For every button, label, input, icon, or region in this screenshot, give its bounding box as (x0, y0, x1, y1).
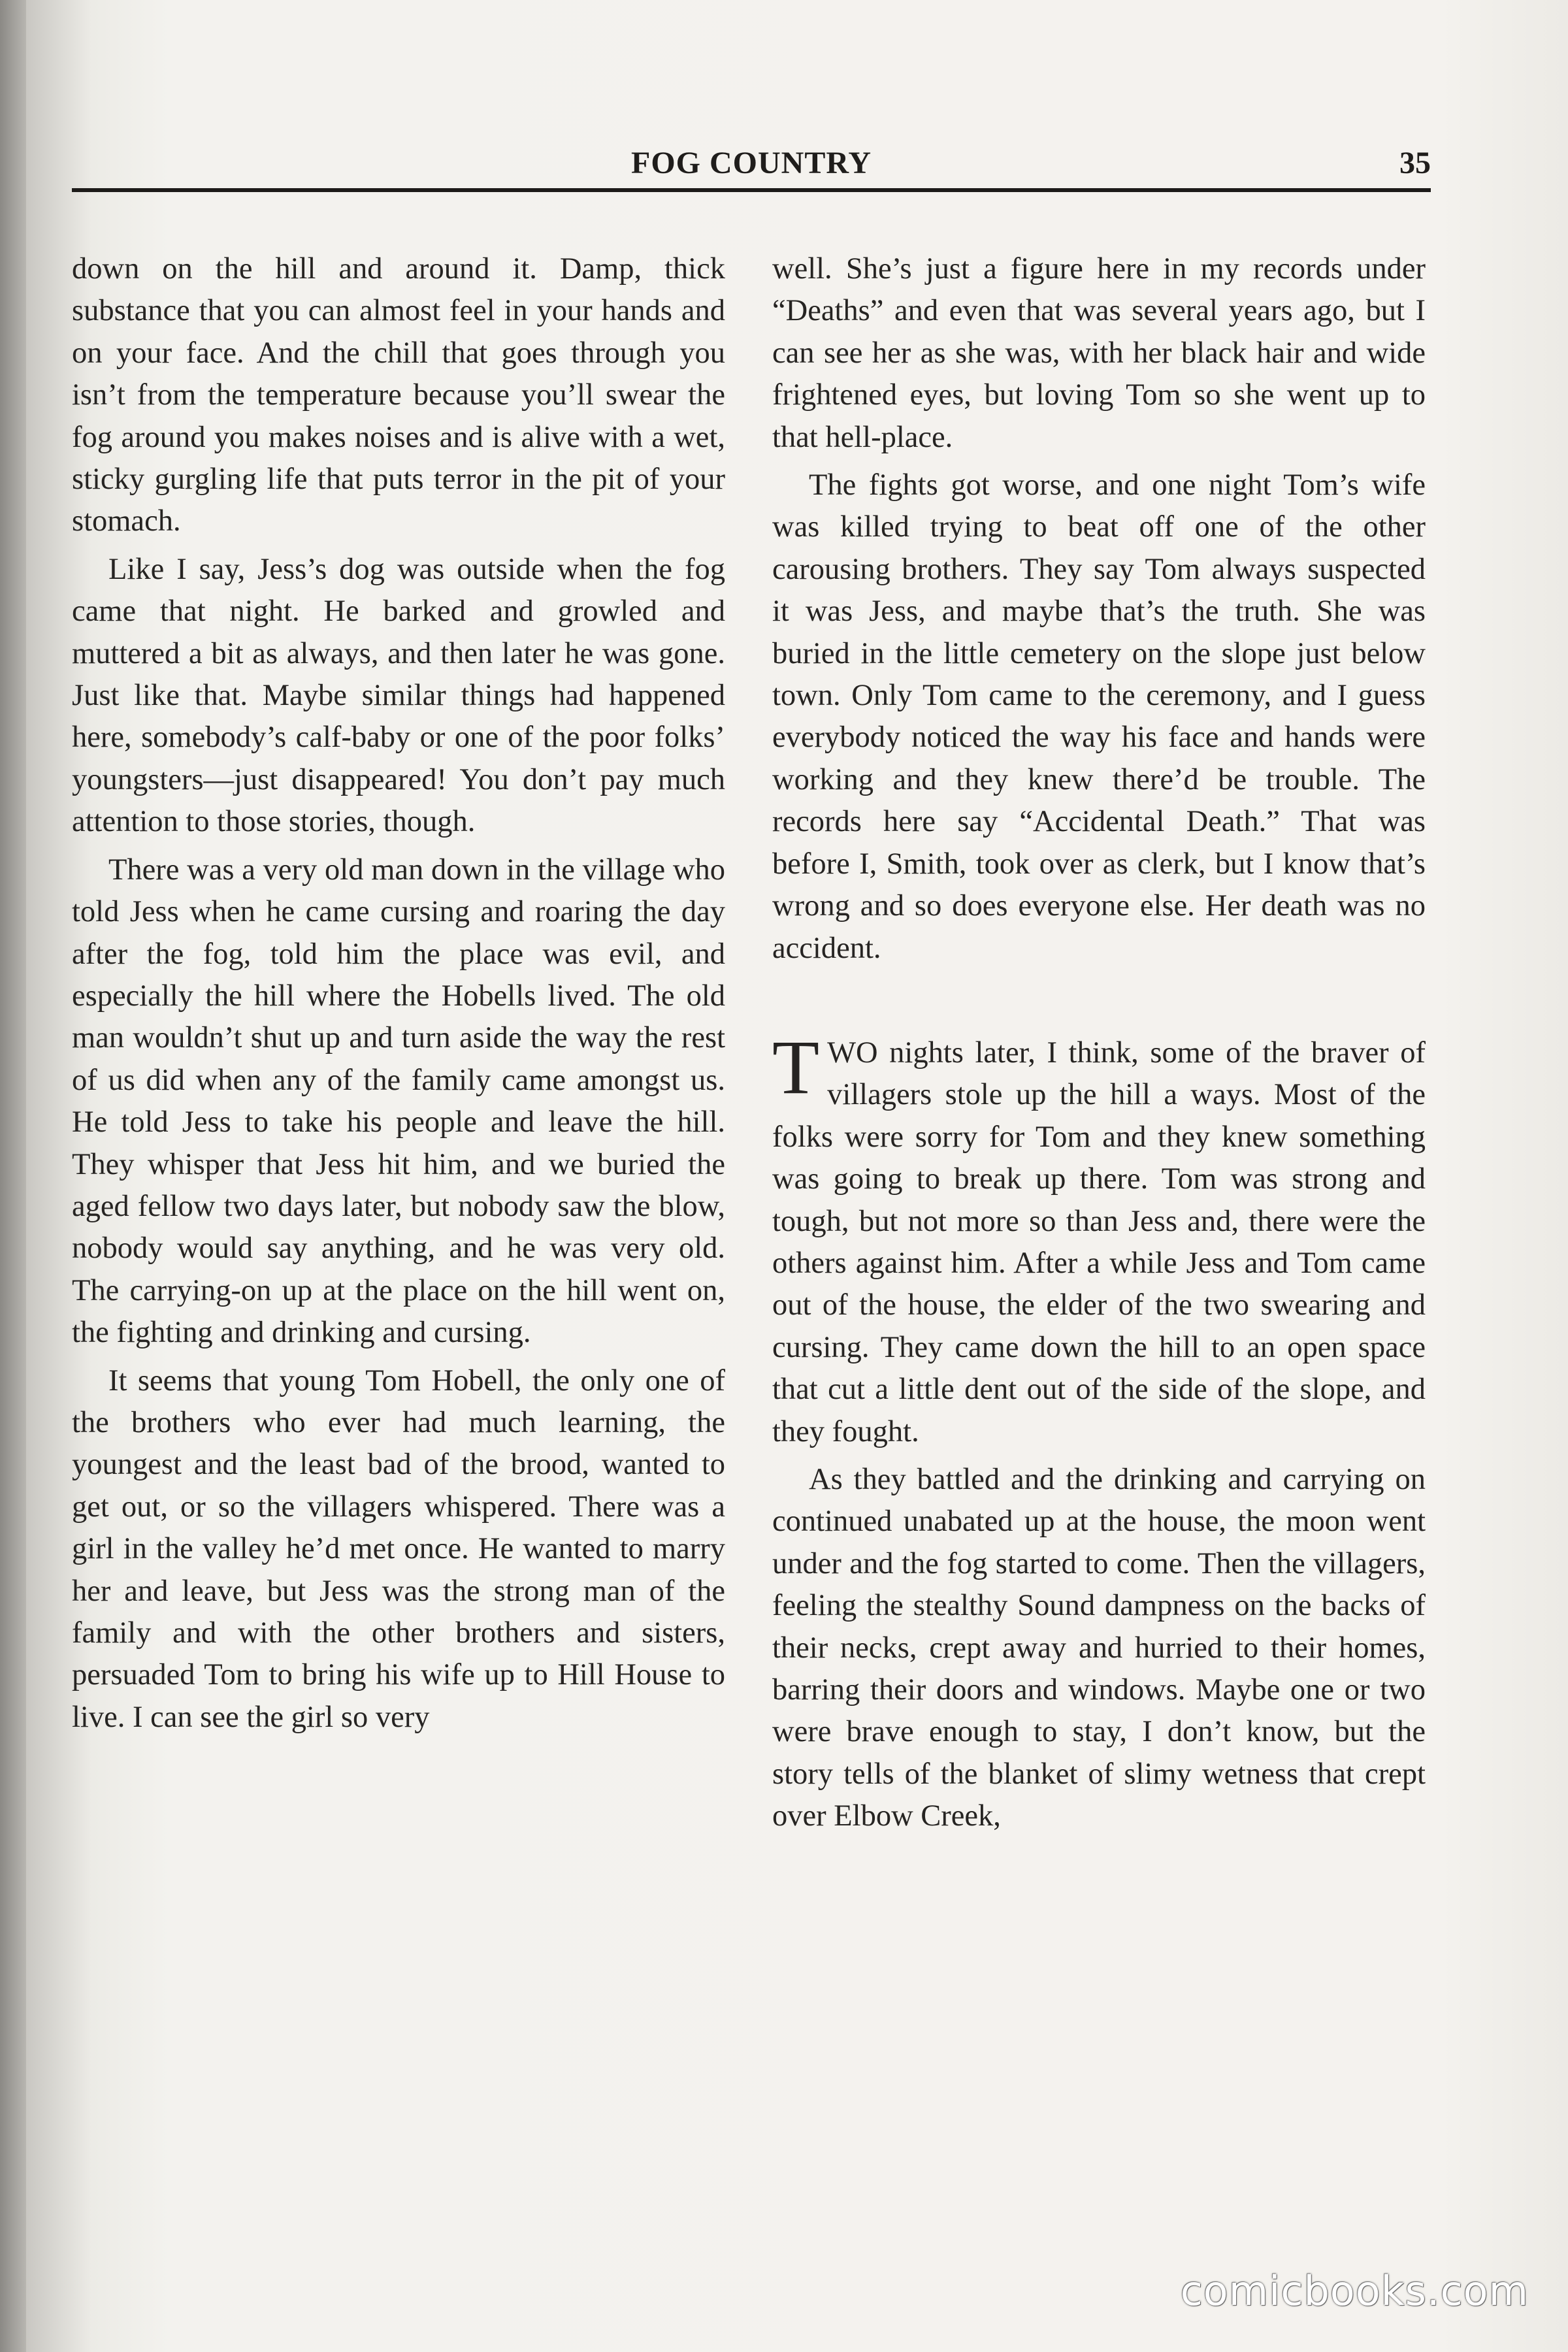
left-column (72, 248, 725, 1739)
header-rule (72, 188, 1431, 192)
running-head: FOG COUNTRY (631, 146, 872, 180)
drop-cap: T (772, 1024, 820, 1110)
paragraph: well. She’s just a figure here in my records under “Deaths” and even that was several years ago, but I can see her as she was, with her black hair and wide frightened eyes, but loving Tom so she went up to that hell-place. (772, 252, 1426, 454)
watermark: comicbooks.com (1180, 2267, 1529, 2315)
page-header (72, 145, 1431, 191)
paragraph: There was a very old man down in the village who told Jess when he came cursing and roaring the day after the fog, told him the place was evil, and especially the hill where the Hobells lived. The old man wouldn’t shut up and turn aside the way the rest of us did when any of the family came amongst us. He told Jess to take his people and leave the hill. They whisper that Jess hit him, and we buried the aged fellow two days later, but nobody saw the blow, nobody would say anything, and he was very old. The carrying-on up at the place on the hill went on, the fighting and drinking and cursing. (72, 853, 725, 1350)
paragraph-text: WO nights later, I think, some of the braver of villagers stole up the hill a ways. Most of the folks were sorry for Tom and they knew something was going to break up there. Tom was strong and tough, but not more so than Jess and, there were the others against him. After a while Jess and Tom came out of the house, the elder of the two swearing and cursing. They came down the hill to an open space that cut a little dent out of the side of the slope, and they fought. (772, 1036, 1426, 1448)
book-spine-shadow (0, 0, 26, 2352)
page-number: 35 (1399, 146, 1431, 180)
right-column (772, 248, 1426, 1838)
paragraph: As they battled and the drinking and carrying on continued unabated up at the house, the moon went under and the fog started to come. Then the villagers, feeling the stealthy Sound dampness on the backs of their necks, crept away and hurried to their homes, barring their doors and windows. Maybe one or two were brave enough to stay, I don’t know, but the story tells of the blanket of slimy wetness that crept over Elbow Creek, (772, 1462, 1426, 1833)
section-paragraph (772, 1024, 1426, 1453)
paragraph: down on the hill and around it. Damp, thick substance that you can almost feel in your hands and on your face. And the chill that goes through you isn’t from the temperature because you’ll swear the fog around you makes noises and is alive with a wet, sticky gurgling life that puts terror in the pit of your stomach. (72, 252, 725, 538)
paragraph: The fights got worse, and one night Tom’s wife was killed trying to beat off one of the other carousing brothers. They say Tom always suspected it was Jess, and maybe that’s the truth. She was buried in the little cemetery on the slope just below town. Only Tom came to the ceremony, and I guess everybody noticed the way his face and hands were working and they knew there’d be trouble. The records here say “Accidental Death.” That was before I, Smith, took over as clerk, but I know that’s wrong and so does everyone else. Her death was no accident. (772, 468, 1426, 965)
paragraph: Like I say, Jess’s dog was outside when the fog came that night. He barked and growled and muttered a bit as always, and then later he was gone. Just like that. Maybe similar things had happened here, somebody’s calf-baby or one of the poor folks’ youngsters—just disappeared! You don’t pay much attention to those stories, though. (72, 552, 725, 839)
paragraph: It seems that young Tom Hobell, the only one of the brothers who ever had much learning, the youngest and the least bad of the brood, wanted to get out, or so the villagers whispered. There was a girl in the valley he’d met once. He wanted to marry her and leave, but Jess was the strong man of the family and with the other brothers and sisters, persuaded Tom to bring his wife up to Hill House to live. I can see the girl so very (72, 1364, 725, 1734)
